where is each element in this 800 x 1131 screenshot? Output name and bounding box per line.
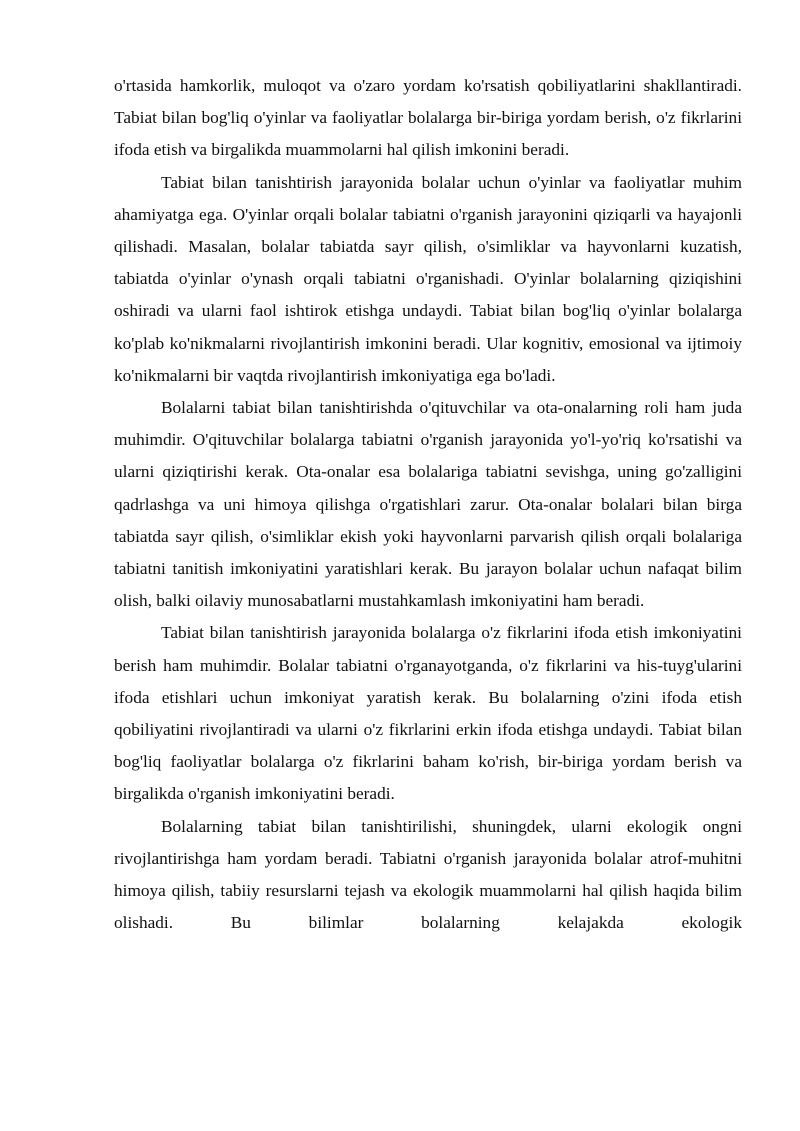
paragraph-3: Bolalarni tabiat bilan tanishtirishda o'qituvchilar va ota-onalarning roli ham juda muhimdir. O'qituvchilar bolalarga tabiatni o'rganish jarayonida yo'l-yo'riq ko'rsatishi va ularni qiziqtirishi kerak. Ota-onalar esa bolalariga tabiatni sevishga, uning go'zalligini qadrlashga va uni himoya qilishga o'rgatishlari zarur. Ota-onalar bolalari bilan birga tabiatda sayr qilish, o'simliklar ekish yoki hayvonlarni parvarish qilish orqali bolalariga tabiatni tanitish imkoniyatini yaratishlari kerak. Bu jarayon bolalar uchun nafaqat bilim olish, balki oilaviy munosabatlarni mustahkamlash imkoniyatini ham beradi.	[114, 398, 742, 611]
document-page	[114, 70, 742, 939]
paragraph-1: o'rtasida hamkorlik, muloqot va o'zaro yordam ko'rsatish qobiliyatlarini shakllantiradi. Tabiat bilan bog'liq o'yinlar va faoliyatlar bolalarga bir-biriga yordam berish, o'z fikrlarini ifoda etish va birgalikda muammolarni hal qilish imkonini beradi.	[114, 76, 742, 160]
paragraph-2: Tabiat bilan tanishtirish jarayonida bolalar uchun o'yinlar va faoliyatlar muhim ahamiyatga ega. O'yinlar orqali bolalar tabiatni o'rganish jarayonini qiziqarli va hayajonli qilishadi. Masalan, bolalar tabiatda sayr qilish, o'simliklar va hayvonlarni kuzatish, tabiatda o'yinlar o'ynash orqali tabiatni o'rganishadi. O'yinlar bolalarning qiziqishini oshiradi va ularni faol ishtirok etishga undaydi. Tabiat bilan bog'liq o'yinlar bolalarga ko'plab ko'nikmalarni rivojlantirish imkonini beradi. Ular kognitiv, emosional va ijtimoiy ko'nikmalarni bir vaqtda rivojlantirish imkoniyatiga ega bo'ladi.	[114, 172, 742, 385]
paragraph-4: Tabiat bilan tanishtirish jarayonida bolalarga o'z fikrlarini ifoda etish imkoniyatini berish ham muhimdir. Bolalar tabiatni o'rganayotganda, o'z fikrlarini va his-tuyg'ularini ifoda etishlari uchun imkoniyat yaratish kerak. Bu bolalarning o'zini ifoda etish qobiliyatini rivojlantiradi va ularni o'z fikrlarini erkin ifoda etishga undaydi. Tabiat bilan bog'liq faoliyatlar bolalarga o'z fikrlarini baham ko'rish, bir-biriga yordam berish va birgalikda o'rganish imkoniyatini beradi.	[114, 623, 742, 804]
paragraph-5: Bolalarning tabiat bilan tanishtirilishi, shuningdek, ularni ekologik ongni rivojlantirishga ham yordam beradi. Tabiatni o'rganish jarayonida bolalar atrof-muhitni himoya qilish, tabiiy resurslarni tejash va ekologik muammolarni hal qilish haqida bilim olishadi. Bu bilimlar bolalarning kelajakda ekologik	[114, 816, 742, 933]
